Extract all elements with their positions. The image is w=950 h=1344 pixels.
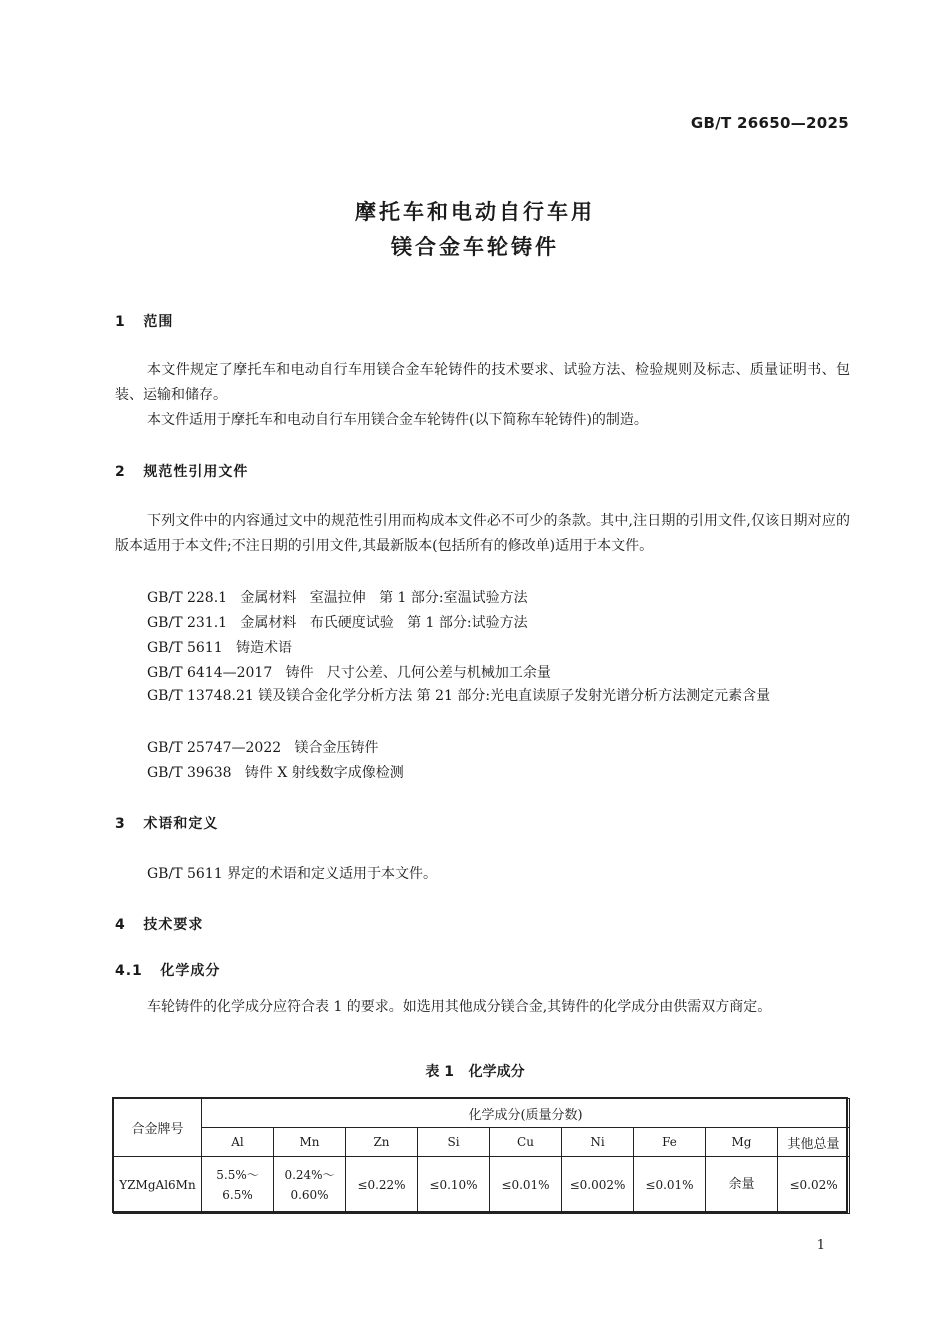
section-3-heading: 3 术语和定义	[115, 816, 219, 832]
section-2-heading: 2 规范性引用文件	[115, 464, 249, 480]
column-header: Mg	[706, 1128, 778, 1157]
cu-cell: ≤0.01%	[490, 1157, 562, 1214]
column-header: Fe	[634, 1128, 706, 1157]
column-header: Mn	[274, 1128, 346, 1157]
section-1-heading: 1 范围	[115, 314, 174, 330]
si-cell: ≤0.10%	[418, 1157, 490, 1214]
zn-cell: ≤0.22%	[346, 1157, 418, 1214]
alloy-grade-cell: YZMgAl6Mn	[114, 1157, 202, 1214]
column-header: Cu	[490, 1128, 562, 1157]
table-element-header-row	[114, 1128, 850, 1157]
column-header: Ni	[562, 1128, 634, 1157]
al-range-end: 6.5%	[222, 1188, 253, 1202]
reference-item: GB/T 228.1 金属材料 室温拉伸 第 1 部分:室温试验方法	[147, 590, 528, 606]
section-2-intro: 下列文件中的内容通过文中的规范性引用而构成本文件必不可少的条款。其中,注日期的引用文件,仅该日期对应的版本适用于本文件;不注日期的引用文件,其最新版本(包括所有的修改单)适用于本文件。	[115, 513, 850, 554]
other-total-cell: ≤0.02%	[778, 1157, 850, 1214]
section-4-1-paragraph: 车轮铸件的化学成分应符合表 1 的要求。如选用其他成分镁合金,其铸件的化学成分由供需双方商定。	[147, 999, 772, 1015]
column-header: Al	[202, 1128, 274, 1157]
column-header: Si	[418, 1128, 490, 1157]
reference-item: GB/T 5611 铸造术语	[147, 640, 292, 656]
section-3-paragraph: GB/T 5611 界定的术语和定义适用于本文件。	[147, 866, 438, 882]
composition-group-header: 化学成分(质量分数)	[202, 1099, 850, 1128]
section-4-1-heading: 4.1 化学成分	[115, 963, 221, 979]
reference-item: GB/T 25747—2022 镁合金压铸件	[147, 740, 379, 756]
page-number: 1	[816, 1238, 825, 1253]
mg-cell: 余量	[706, 1157, 778, 1214]
alloy-grade-header: 合金牌号	[114, 1099, 202, 1157]
fe-cell: ≤0.01%	[634, 1157, 706, 1214]
mn-cell	[274, 1157, 346, 1214]
standard-number: GB/T 26650—2025	[690, 114, 849, 132]
reference-item: GB/T 13748.21 镁及镁合金化学分析方法 第 21 部分:光电直读原子发射光谱分析方法测定元素含量	[147, 688, 771, 704]
document-title-line1: 摩托车和电动自行车用	[355, 200, 595, 224]
section-4-heading: 4 技术要求	[115, 917, 204, 933]
section-1-paragraph-1: 本文件规定了摩托车和电动自行车用镁合金车轮铸件的技术要求、试验方法、检验规则及标志、质量证明书、包装、运输和储存。	[115, 362, 850, 403]
chemical-composition-table	[113, 1098, 850, 1214]
ni-cell: ≤0.002%	[562, 1157, 634, 1214]
al-range-start: 5.5%～	[216, 1168, 259, 1182]
al-cell	[202, 1157, 274, 1214]
section-1-paragraph-2: 本文件适用于摩托车和电动自行车用镁合金车轮铸件(以下简称车轮铸件)的制造。	[147, 412, 648, 428]
column-header: Zn	[346, 1128, 418, 1157]
table-header-row	[114, 1099, 850, 1128]
mn-range-start: 0.24%～	[284, 1168, 335, 1182]
reference-item: GB/T 6414—2017 铸件 尺寸公差、几何公差与机械加工余量	[147, 665, 551, 681]
mn-range-end: 0.60%	[290, 1188, 329, 1202]
reference-item: GB/T 39638 铸件 X 射线数字成像检测	[147, 765, 404, 781]
reference-item: GB/T 231.1 金属材料 布氏硬度试验 第 1 部分:试验方法	[147, 615, 528, 631]
table-row	[114, 1157, 850, 1214]
column-header: 其他总量	[778, 1128, 850, 1157]
document-title-line2: 镁合金车轮铸件	[391, 235, 559, 259]
table-1-caption: 表 1 化学成分	[425, 1064, 525, 1080]
